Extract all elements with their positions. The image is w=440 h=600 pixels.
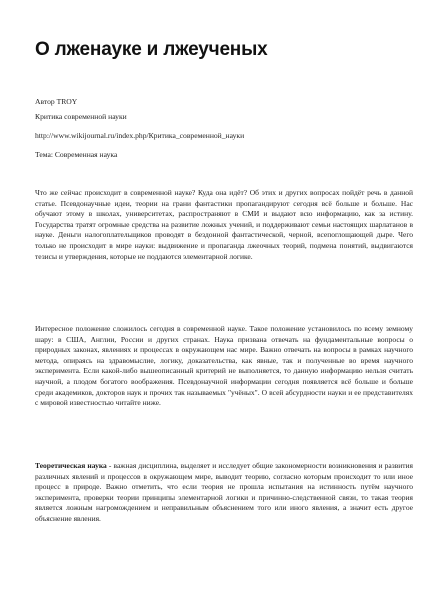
term-theoretical-science: Теоретическая наука — [35, 461, 107, 470]
article-title: О лженауке и лжеученых — [35, 39, 268, 60]
paragraph-2: Интересное положение сложилось сегодня в современной науке. Такое положение установилось по всему земному шару: в США, Англии, России и других странах. Наука призвана отвечать на фундаментальные вопросы о природных законах, явлениях и процессах в окружающем нас мире. Важно отвечать на вопросы в рамках научного метода, опираясь на здравомыслие, логику, доказательства, как явные, так и полученные во время научного эксперимента. Если какой-либо вышеописанный критерий не выполняется, то данную информацию нельзя считать научной, а плодом богатого воображения. Псевдонаучной информации сегодня появляется всё больше и больше среди академиков, докторов наук и прочих так называемых "учёных". О всей абсурдности науки и ее представителях с мировой известностью читайте ниже. — [35, 324, 413, 408]
topic-line: Тема: Современная наука — [35, 150, 118, 159]
category-line: Критика современной науки — [35, 112, 127, 121]
paragraph-3-body: - важная дисциплина, выделяет и исследует общие закономерности возникновения и развития различных явлений и процессов в окружающем мире, выводит теорию, согласно которым происходит то или иное процесс в природе. Важно отметить, что если теория не прошла испытания на истинность путём научного эксперимента, проверки теории принципы элементарной логики и причинно-следственной связи, то такая теория является ложным нагромождением и неправильным объяснением того или иного явления, а значит есть другое объяснение явления. — [35, 461, 413, 523]
author-line: Автор TROY — [35, 97, 78, 106]
paragraph-1: Что же сейчас происходит в современной науке? Куда она идёт? Об этих и других вопросах пойдёт речь в данной статье. Псевдонаучные идеи, теории на грани фантастики пропагандируют сегодня всё больше и больше. Нас обучают этому в школах, университетах, распространяют в СМИ и выдают всю информацию, как за истину. Государства тратят огромные средства на развитие ложных учений, и поддерживают семьи настоящих шарлатанов в науке. Деньги налогоплательщиков проводят в бездонной фантастической, черной, всепоглощающей дыре. Чего только не происходит в мире науки: выдвижение и пропаганда лжеочных теорий, подмена понятий, выдвигаются тезисы и утверждения, которые не поддаются элементарной логике. — [35, 188, 413, 261]
paragraph-3 — [35, 461, 413, 525]
source-url: http://www.wikijournal.ru/index.php/Критика_современной_науки — [35, 131, 245, 140]
